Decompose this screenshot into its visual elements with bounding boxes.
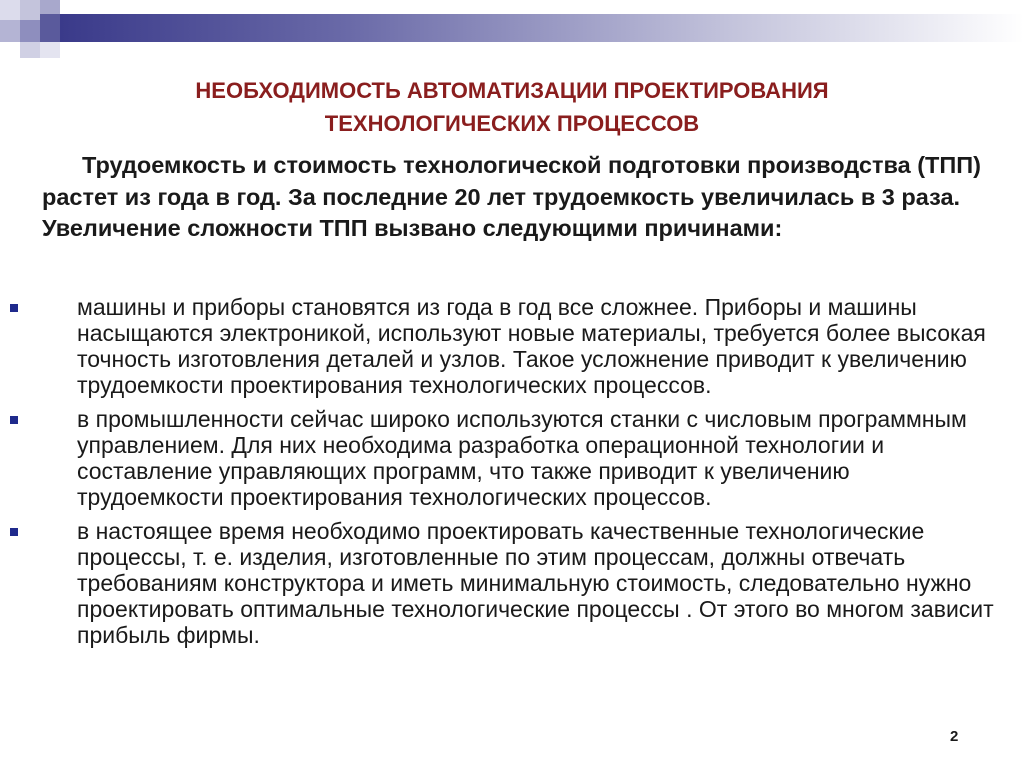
slide-title-line-1: НЕОБХОДИМОСТЬ АВТОМАТИЗАЦИИ ПРОЕКТИРОВАНИЯ: [195, 78, 829, 103]
bullet-text: в настоящее время необходимо проектировать качественные технологические процессы, т. е. изделия, изготовленные по этим процессам, должны отвечать требованиям конструктора и иметь минимальную стоимость, следовательно нужно проектировать оптимальные технологические процессы . От этого во многом зависит прибыль фирмы.: [77, 518, 994, 648]
list-item: [0, 294, 1000, 398]
deco-square-8: [40, 42, 60, 58]
deco-square-1: [0, 0, 20, 20]
square-bullet-icon: [10, 528, 18, 536]
square-bullet-icon: [10, 416, 18, 424]
page-number: 2: [950, 728, 959, 745]
deco-square-5: [20, 20, 40, 42]
deco-square-7: [20, 42, 40, 58]
square-bullet-icon: [10, 304, 18, 312]
list-item: [0, 406, 1000, 510]
list-item: [0, 518, 1000, 648]
slide-title: [60, 74, 964, 140]
header-gradient-bar: [60, 14, 1024, 42]
deco-square-6: [40, 14, 60, 42]
intro-paragraph: Трудоемкость и стоимость технологической подготовки производства (ТПП) растет из года в год. За последние 20 лет трудоемкость увеличилась в 3 раза. Увеличение сложности ТПП вызвано следующими причинами:: [42, 152, 982, 241]
bullet-text: машины и приборы становятся из года в год все сложнее. Приборы и машины насыщаются электроникой, используют новые материалы, требуется более высокая точность изготовления деталей и узлов. Такое усложнение приводит к увеличению трудоемкости проектирования технологических процессов.: [77, 294, 986, 398]
slide-title-line-2: ТЕХНОЛОГИЧЕСКИХ ПРОЦЕССОВ: [324, 111, 700, 136]
bullet-text: в промышленности сейчас широко используются станки с числовым программным управлением. Для них необходима разработка операционной технологии и составление управляющих программ, что также приводит к увеличению трудоемкости проектирования технологических процессов.: [77, 406, 967, 510]
bullet-list: [0, 294, 1000, 656]
deco-square-3: [40, 0, 60, 14]
deco-square-2: [20, 0, 40, 20]
deco-square-4: [0, 20, 20, 42]
